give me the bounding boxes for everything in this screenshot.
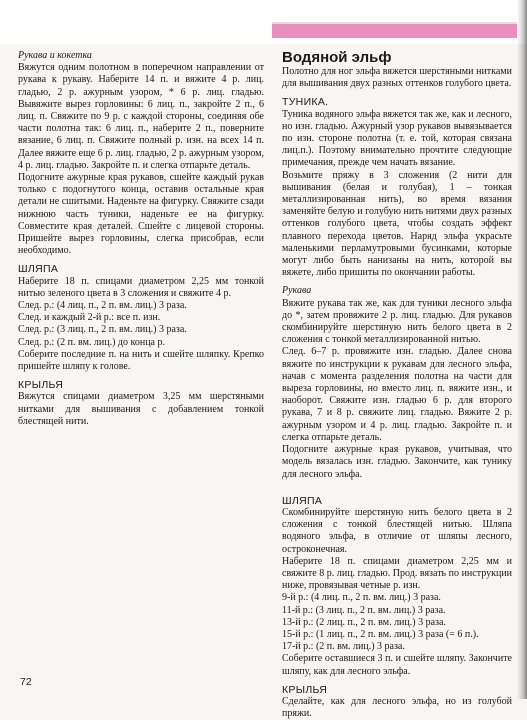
article-title: Водяной эльф <box>282 49 392 66</box>
instruction-line: 11-й р.: (3 лиц. п., 2 п. вм. лиц.) 3 раза. <box>282 604 446 616</box>
instruction-line: След. р.: (2 п. вм. лиц.) до конца р. <box>18 336 165 348</box>
instruction-line: 15-й р.: (1 лиц. п., 2 п. вм. лиц.) 3 раза (= 6 п.). <box>282 628 479 640</box>
tunic-heading: ТУНИКА. <box>282 96 329 109</box>
scan-shadow-edge <box>517 0 527 699</box>
instruction-line: 13-й р.: (2 лиц. п., 2 п. вм. лиц.) 3 раза. <box>282 616 446 628</box>
page-number: 72 <box>20 676 32 688</box>
wings-heading: КРЫЛЬЯ <box>282 683 328 696</box>
instruction-line: 17-й р.: (2 п. вм. лиц.) 3 раза. <box>282 641 405 653</box>
left-column <box>18 50 264 428</box>
instruction-line: След. р.: (4 лиц. п., 2 п. вм. лиц.) 3 раза. <box>18 300 187 312</box>
paragraph: Вяжутся одним полотном в поперечном направлении от рукава к рукаву. Наберите 14 п. и вяжите 4 р. лиц. гладью, 2 р. ажурным узором, * 6 р. лиц. гладью. Вывяжите вырез горловины: 6 лиц. п., закройте 2 п., 6 лиц. п. Свяжите по 9 р. с каждой стороны, соединяя обе части полотна так: 6 лиц. п., наберите 2 п., поверните вязание, 6 лиц. п. Свяжите полный р. изн. на всех 14 п. Далее вяжите еще 6 р. лиц. гладью, 2 р. ажурным узором, 4 р. лиц. гладью. Закройте п. и слегка отпарьте деталь. <box>18 62 264 171</box>
decorative-pink-bar <box>272 22 517 38</box>
paragraph: Наберите 18 п. спицами диаметром 2,25 мм тонкой нитью зеленого цвета в 3 сложения и свяжите 4 р. <box>18 275 264 299</box>
paragraph: Вяжутся спицами диаметром 3,25 мм шерстяными нитками для вышивания с добавлением тонкой блестящей нити. <box>18 391 264 427</box>
paragraph: Вяжите рукава так же, как для туники лесного эльфа до *, затем провяжите 2 р. лиц. гладью. Для рукавов скомбинируйте шерстяную нить белого цвета в 2 сложения с тонкой металлизированной нитью. <box>282 297 512 346</box>
right-column <box>282 50 512 720</box>
paragraph: Соберите оставшиеся 3 п. и сшейте шляпу. Закончите шляпу, как для лесного эльфа. <box>282 653 512 677</box>
paragraph: Туника водяного эльфа вяжется так же, как и лесного, но изн. гладью. Ажурный узор рукавов вывязывается по изн. стороне полотна (т. е. той, которая связана лиц.п.). Поэтому внимательно прочтите следующие примечания, прежде чем начать вязание. <box>282 108 512 169</box>
paragraph: Подогните ажурные края рукавов, сшейте каждый рукав только с подогнутого конца, оставив остальные края детали не сшитыми. Наденьте на фигурку. Свяжите сзади нижнюю часть туники, наденьте ее на фигурку. Совместите края деталей. Сшейте с лицевой стороны. Пришейте вырез горловины, слегка присобрав, если необходимо. <box>18 172 264 257</box>
hat-heading: ШЛЯПА <box>282 494 323 507</box>
wings-heading: КРЫЛЬЯ <box>18 379 64 392</box>
instruction-line: След. р.: (3 лиц. п., 2 п. вм. лиц.) 3 раза. <box>18 324 187 336</box>
paragraph: Сделайте, как для лесного эльфа, но из голубой пряжи. <box>282 695 512 720</box>
instruction-line: 9-й р.: (4 лиц. п., 2 п. вм. лиц.) 3 раза. <box>282 592 441 604</box>
paragraph: Скомбинируйте шерстяную нить белого цвета в 2 сложения с тонкой блестящей нитью. Шляпа водяного эльфа, в отличие от шляпы лесного, остроконечная. <box>282 506 512 555</box>
instruction-line: След. и каждый 2-й р.: все п. изн. <box>18 312 161 324</box>
paragraph: След. 6–7 р. провяжите изн. гладью. Далее снова вяжите по инструкции к рукавам для лесного эльфа, начав с момента разделения полотна на части для выреза горловины, но вместо лиц. п. вяжите изн., и наоборот. Свяжите изн. гладью 6 р. для второго рукава, 7 и 8 р. свяжите лиц. гладью. Вяжите 2 р. ажурным узором и 4 р. лиц. гладью. Закройте п. и слегка отпарьте деталь. <box>282 346 512 443</box>
paragraph: Соберите последние п. на нить и сшейте шляпку. Крепко пришейте шляпу к голове. <box>18 348 264 373</box>
intro-paragraph: Полотно для ног эльфа вяжется шерстяными нитками для вышивания двух разных оттенков голубого цвета. <box>282 66 512 90</box>
subtitle-sleeves: Рукава <box>282 285 312 297</box>
paragraph: Возьмите пряжу в 3 сложения (2 нити для вышивания (белая и голубая), 1 – тонкая металлизированная нить), во время вязания заменяйте белую и голубую нить нитями двух разных оттенков голубого цвета, чтобы создать эффект плавного перехода цветов. Наряд эльфа украсьте маленькими перламутровыми бусинками, которые могут либо быть нанизаны на нить, которой вы вяжете, либо пришиты по окончании работы. <box>282 169 512 279</box>
paragraph: Наберите 18 п. спицами диаметром 2,25 мм и свяжите 8 р. лиц. гладью. Прод. вязать по инструкции ниже, провязывая четные р. изн. <box>282 555 512 592</box>
hat-heading: ШЛЯПА <box>18 263 59 276</box>
paragraph: Подогните ажурные края рукавов, учитывая, что модель вязалась изн. гладью. Закончите, как тунику для лесного эльфа. <box>282 444 512 480</box>
subtitle-sleeves-yoke: Рукава и кокетка <box>18 50 92 61</box>
